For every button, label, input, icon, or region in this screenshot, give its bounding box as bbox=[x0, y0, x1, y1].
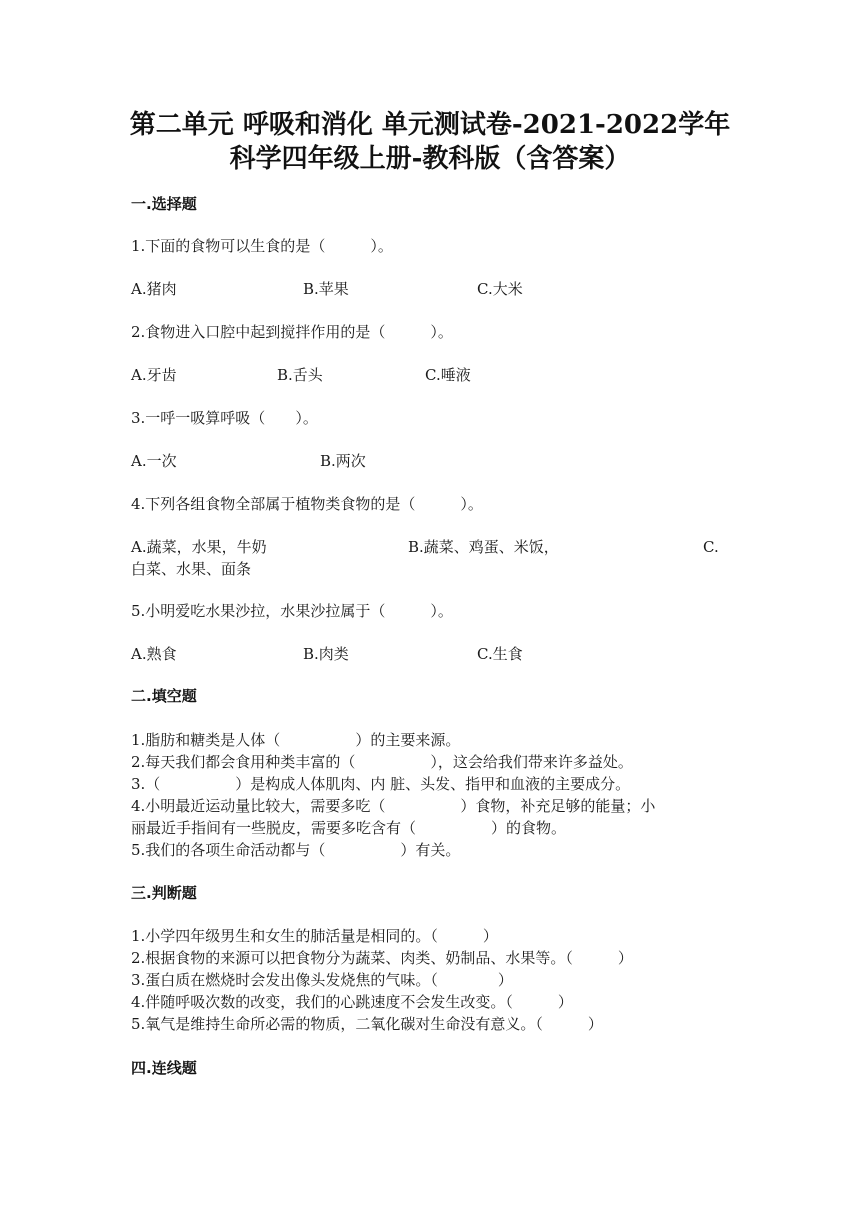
section-heading-matching: 四.连线题 bbox=[131, 1059, 197, 1077]
option-c: C.大米 bbox=[477, 280, 523, 298]
option-a: A.蔬菜，水果，牛奶 bbox=[131, 538, 267, 556]
page-title-line-1: 第二单元 呼吸和消化 单元测试卷-2021-2022学年 bbox=[129, 110, 731, 140]
section-heading-judgement: 三.判断题 bbox=[131, 884, 197, 902]
judgement-line: 3.蛋白质在燃烧时会发出像头发烧焦的气味。（ ） bbox=[131, 971, 513, 989]
option-a: A.一次 bbox=[131, 452, 177, 470]
option-c-text: 白菜、水果、面条 bbox=[131, 560, 252, 578]
option-c: C.生食 bbox=[477, 645, 523, 663]
option-a: A.熟食 bbox=[131, 645, 177, 663]
question-stem: 5.小明爱吃水果沙拉，水果沙拉属于（ ）。 bbox=[131, 602, 453, 620]
question-stem: 4.下列各组食物全部属于植物类食物的是（ ）。 bbox=[131, 495, 483, 513]
fill-blank-line: 5.我们的各项生命活动都与（ ）有关。 bbox=[131, 841, 461, 859]
option-c: C.唾液 bbox=[425, 366, 471, 384]
section-heading-choice: 一.选择题 bbox=[131, 195, 197, 213]
option-a: A.猪肉 bbox=[131, 280, 177, 298]
option-c: C. bbox=[703, 538, 719, 556]
judgement-line: 5.氧气是维持生命所必需的物质，二氧化碳对生命没有意义。（ ） bbox=[131, 1015, 603, 1033]
question-stem: 2.食物进入口腔中起到搅拌作用的是（ ）。 bbox=[131, 323, 453, 341]
fill-blank-line: 3.（ ）是构成人体肌肉、内 脏、头发、指甲和血液的主要成分。 bbox=[131, 775, 631, 793]
fill-blank-line: 2.每天我们都会食用种类丰富的（ ），这会给我们带来许多益处。 bbox=[131, 753, 633, 771]
option-b: B.蔬菜、鸡蛋、米饭， bbox=[408, 538, 559, 556]
option-a: A.牙齿 bbox=[131, 366, 177, 384]
option-b: B.两次 bbox=[320, 452, 366, 470]
section-heading-fill-blank: 二.填空题 bbox=[131, 687, 197, 705]
question-stem: 3.一呼一吸算呼吸（ ）。 bbox=[131, 409, 318, 427]
question-stem: 1.下面的食物可以生食的是（ ）。 bbox=[131, 237, 393, 255]
page-title-line-2: 科学四年级上册-教科版（含答案） bbox=[229, 144, 631, 174]
judgement-line: 1.小学四年级男生和女生的肺活量是相同的。（ ） bbox=[131, 927, 498, 945]
fill-blank-line: 丽最近手指间有一些脱皮，需要多吃含有（ ）的食物。 bbox=[131, 819, 567, 837]
judgement-line: 2.根据食物的来源可以把食物分为蔬菜、肉类、奶制品、水果等。（ ） bbox=[131, 949, 633, 967]
option-b: B.肉类 bbox=[303, 645, 349, 663]
option-b: B.舌头 bbox=[277, 366, 323, 384]
option-b: B.苹果 bbox=[303, 280, 349, 298]
fill-blank-line: 4.小明最近运动量比较大，需要多吃（ ）食物，补充足够的能量；小 bbox=[131, 797, 656, 815]
judgement-line: 4.伴随呼吸次数的改变，我们的心跳速度不会发生改变。（ ） bbox=[131, 993, 573, 1011]
fill-blank-line: 1.脂肪和糖类是人体（ ）的主要来源。 bbox=[131, 731, 461, 749]
